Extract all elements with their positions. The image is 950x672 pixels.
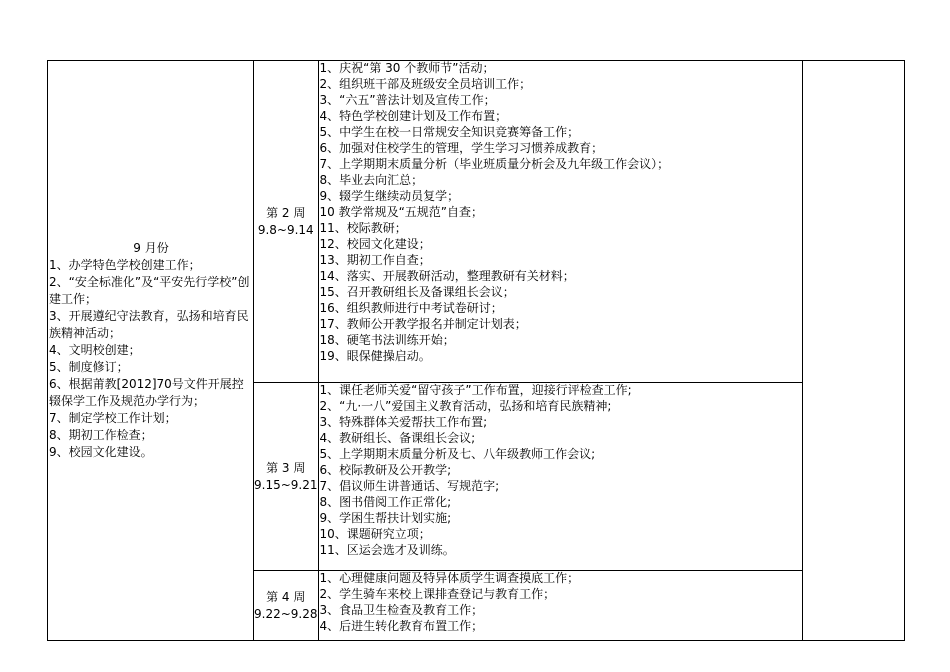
- list-item: 2、“九·一八”爱国主义教育活动，弘扬和培育民族精神;: [319, 399, 612, 413]
- week-dates: 9.22~9.28: [254, 606, 318, 621]
- list-item: 4、教研组长、备课组长会议;: [319, 431, 476, 445]
- list-item: 5、制度修订；: [49, 360, 129, 374]
- month-items: [49, 257, 253, 461]
- list-item: 19、眼保健操启动。: [319, 349, 431, 363]
- week-items: [318, 383, 802, 571]
- list-item: 2、组织班干部及班级安全员培训工作；: [319, 77, 532, 91]
- list-item: 2、学生骑车来校上课排查登记与教育工作；: [319, 587, 556, 601]
- list-item: 5、上学期期末质量分析及七、八年级教师工作会议;: [319, 447, 596, 461]
- list-item: 9、校园文化建设。: [49, 445, 153, 459]
- list-item: 17、教师公开教学报名并制定计划表；: [319, 317, 527, 331]
- list-item: 9、学困生帮扶计划实施;: [319, 511, 452, 525]
- week-items: [318, 61, 802, 383]
- list-item: 6、校际教研及公开教学;: [319, 463, 452, 477]
- list-item: 16、组织教师进行中考试卷研讨；: [319, 301, 503, 315]
- week-cell: [254, 61, 319, 383]
- list-item: 1、庆祝“第 30 个教师节”活动；: [319, 61, 495, 75]
- schedule-table: [47, 60, 905, 641]
- week-dates: 9.8~9.14: [257, 222, 314, 237]
- list-item: 6、加强对住校学生的管理，学生学习习惯养成教育；: [319, 141, 604, 155]
- week-cell: [254, 383, 319, 571]
- list-item: 8、期初工作检查；: [49, 428, 153, 442]
- list-item: 10 教学常规及“五规范”自查；: [319, 205, 484, 219]
- week-2-row: [48, 61, 905, 383]
- list-item: 1、办学特色学校创建工作；: [49, 258, 201, 272]
- list-item: 4、文明校创建；: [49, 343, 141, 357]
- week-cell: [254, 571, 319, 641]
- list-item: 9、辍学生继续动员复学；: [319, 189, 460, 203]
- list-item: 8、毕业去向汇总；: [319, 173, 424, 187]
- list-item: 13、期初工作自查；: [319, 253, 431, 267]
- list-item: 2、“安全标准化”及“平安先行学校”创建工作；: [49, 275, 250, 306]
- month-cell: [48, 61, 254, 641]
- list-item: 1、心理健康问题及特异体质学生调查摸底工作；: [319, 571, 580, 585]
- list-item: 3、“六五”普法计划及宣传工作；: [319, 93, 496, 107]
- list-item: 11、校际教研；: [319, 221, 407, 235]
- list-item: 5、中学生在校一日常规安全知识竞赛筹备工作；: [319, 125, 580, 139]
- list-item: 11、区运会选才及训练。: [319, 543, 455, 557]
- list-item: 14、落实、开展教研活动，整理教研有关材料；: [319, 269, 575, 283]
- list-item: 8、图书借阅工作正常化;: [319, 495, 452, 509]
- week-label: 第 3 周: [266, 460, 306, 475]
- list-item: 18、硬笔书法训练开始；: [319, 333, 455, 347]
- list-item: 7、制定学校工作计划；: [49, 411, 177, 425]
- list-item: 3、特殊群体关爱帮扶工作布置;: [319, 415, 488, 429]
- notes-cell: [802, 61, 904, 641]
- list-item: 3、开展遵纪守法教育，弘扬和培育民族精神活动；: [49, 309, 249, 340]
- week-label: 第 4 周: [266, 589, 306, 604]
- week-dates: 9.15~9.21: [254, 477, 318, 492]
- list-item: 10、课题研究立项；: [319, 527, 431, 541]
- list-item: 4、后进生转化教育布置工作；: [319, 619, 484, 633]
- list-item: 7、上学期期末质量分析（毕业班质量分析会及九年级工作会议）；: [319, 157, 670, 171]
- list-item: 4、特色学校创建计划及工作布置；: [319, 109, 508, 123]
- list-item: 15、召开教研组长及备课组长会议；: [319, 285, 515, 299]
- month-title: 9 月份: [133, 241, 169, 255]
- list-item: 7、倡议师生讲普通话、写规范字;: [319, 479, 500, 493]
- week-label: 第 2 周: [266, 205, 306, 220]
- list-item: 6、根据莆教[2012]70号文件开展控辍保学工作及规范办学行为；: [49, 377, 244, 408]
- list-item: 12、校园文化建设；: [319, 237, 431, 251]
- list-item: 3、食品卫生检查及教育工作；: [319, 603, 484, 617]
- list-item: 1、课任老师关爱“留守孩子”工作布置，迎接行评检查工作;: [319, 383, 632, 397]
- week-items: [318, 571, 802, 641]
